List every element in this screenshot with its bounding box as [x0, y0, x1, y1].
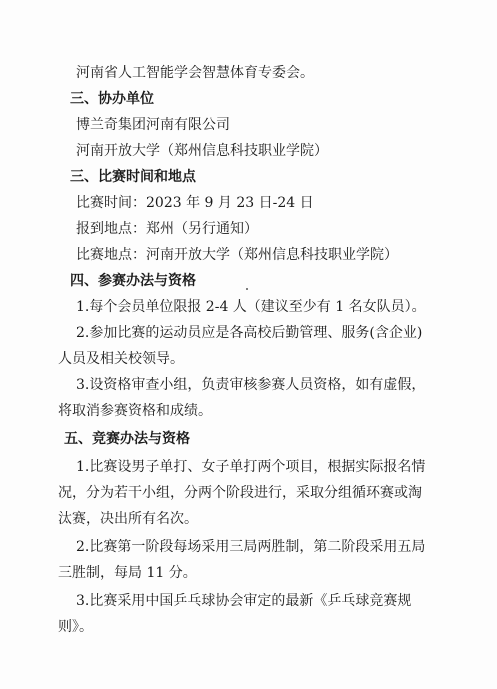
competition-item-1-cont-b: 汰赛，决出所有名次。 — [58, 511, 198, 527]
participation-item-2: 2.参加比赛的运动员应是各高校后勤管理、服务(含企业) — [76, 325, 423, 341]
section-heading-competition: 五、竞赛办法与资格 — [64, 431, 190, 447]
section-heading-time-place: 三、比赛时间和地点 — [70, 169, 196, 185]
section-heading-co-organizer: 三、协办单位 — [70, 91, 154, 107]
participation-item-3-cont: 将取消参赛资格和成绩。 — [58, 403, 212, 419]
participation-item-1: 1.每个会员单位限报 2-4 人（建议至少有 1 名女队员）。 — [76, 299, 426, 315]
competition-item-3: 3.比赛采用中国乒乓球协会审定的最新《乒乓球竞赛规 — [76, 593, 412, 609]
competition-item-2-cont: 三胜制，每局 11 分。 — [58, 565, 197, 581]
organizer-line: 河南省人工智能学会智慧体育专委会。 — [76, 65, 314, 81]
check-in-location: 报到地点：郑州（另行通知） — [76, 221, 258, 237]
scan-speck — [246, 288, 248, 290]
match-time: 比赛时间：2023 年 9 月 23 日-24 日 — [76, 195, 314, 211]
section-heading-participation: 四、参赛办法与资格 — [70, 273, 196, 289]
competition-item-3-cont: 则》。 — [58, 619, 93, 635]
match-location: 比赛地点：河南开放大学（郑州信息科技职业学院） — [76, 247, 398, 263]
participation-item-2-cont: 人员及相关校领导。 — [58, 351, 184, 367]
competition-item-1: 1.比赛设男子单打、女子单打两个项目，根据实际报名情 — [76, 459, 426, 475]
competition-item-1-cont-a: 况，分为若干小组，分两个阶段进行，采取分组循环赛或淘 — [58, 485, 422, 501]
co-organizer-2: 河南开放大学（郑州信息科技职业学院） — [76, 143, 328, 159]
participation-item-3: 3.设资格审查小组，负责审核参赛人员资格，如有虚假， — [76, 377, 426, 393]
co-organizer-1: 博兰奇集团河南有限公司 — [76, 117, 230, 133]
competition-item-2: 2.比赛第一阶段每场采用三局两胜制，第二阶段采用五局 — [76, 539, 426, 555]
